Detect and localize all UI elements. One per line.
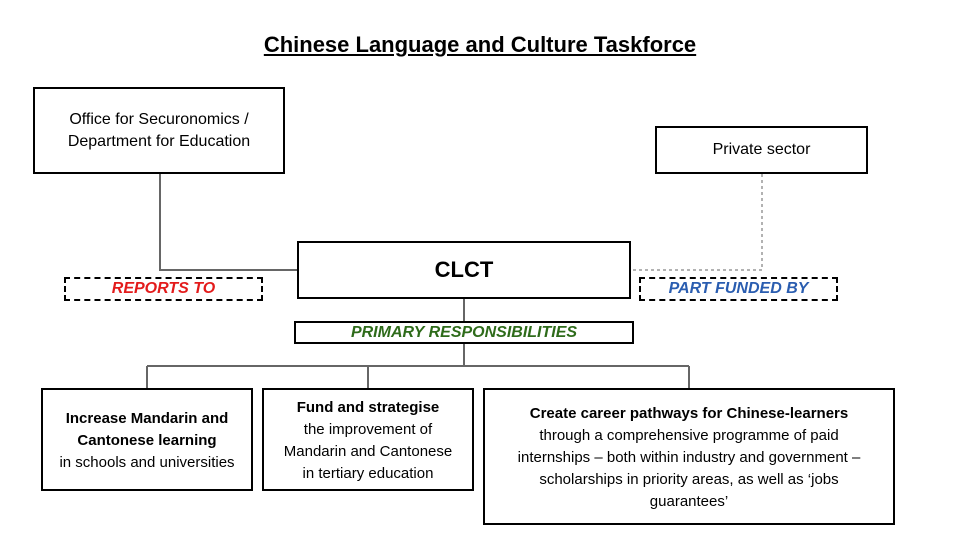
resp1-line-2: Cantonese learning: [77, 432, 217, 449]
part-funded-by-label: PART FUNDED BY: [668, 280, 809, 297]
resp1-line-3: in schools and universities: [59, 454, 235, 471]
responsibility-box-3: [483, 388, 895, 525]
clct-box: [297, 241, 631, 299]
diagram-title: Chinese Language and Culture Taskforce: [263, 32, 697, 57]
private-sector-box: [655, 126, 868, 174]
primary-responsibilities-label: PRIMARY RESPONSIBILITIES: [350, 323, 578, 341]
office-line-2: Department for Education: [67, 132, 251, 150]
resp3-line-4: scholarships in priority areas, as well as ‘jobs: [539, 471, 839, 488]
resp3-line-2: through a comprehensive programme of paid: [539, 427, 839, 444]
funded-by-connector: [631, 174, 762, 270]
resp1-line-1: Increase Mandarin and: [65, 410, 229, 427]
resp3-line-1: Create career pathways for Chinese-learners: [529, 405, 849, 422]
resp2-line-3: Mandarin and Cantonese: [283, 443, 453, 460]
reports-to-label: REPORTS TO: [111, 280, 216, 297]
reports-to-connector: [160, 174, 297, 270]
resp3-line-5: guarantees’: [649, 493, 729, 510]
private-sector-label: Private sector: [712, 141, 811, 158]
responsibility-box-1: [41, 388, 253, 491]
part-funded-by-tag: [639, 277, 838, 301]
resp2-line-4: in tertiary education: [302, 465, 434, 482]
primary-responsibilities-header: [294, 321, 634, 344]
resp2-line-1: Fund and strategise: [296, 399, 440, 416]
office-line-1: Office for Securonomics /: [69, 110, 249, 128]
responsibility-box-2: [262, 388, 474, 491]
office-box: [33, 87, 285, 174]
clct-label: CLCT: [434, 257, 494, 282]
reports-to-tag: [64, 277, 263, 301]
resp3-line-3: internships – both within industry and government –: [517, 449, 861, 466]
resp2-line-2: the improvement of: [303, 421, 433, 438]
